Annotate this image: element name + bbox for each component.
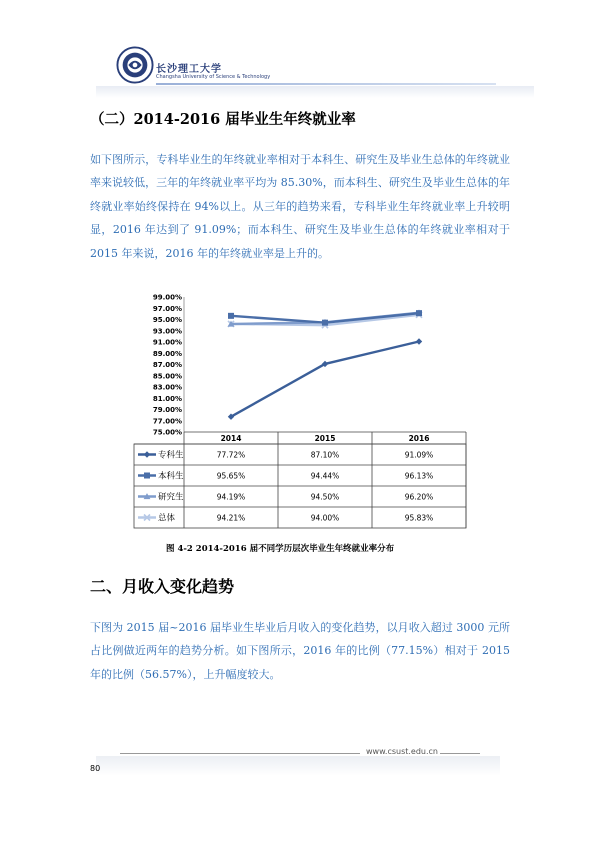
footer-rule-left <box>120 753 360 754</box>
x-category-label: 2015 <box>314 434 336 443</box>
data-label: 77.72% <box>216 450 246 460</box>
chapter-title: 二、月收入变化趋势 <box>90 577 235 596</box>
footer-rule-right <box>440 753 480 754</box>
header-rule <box>156 83 496 85</box>
section-paragraph: 如下图所示，专科毕业生的年终就业率相对于本科生、研究生及毕业生总体的年终就业率来说较低，三年的年终就业率平均为 85.30%，而本科生、研究生及毕业生总体的年终就业率始终保持在 94%以上。从三年的趋势来看，专科毕业生年终就业率上升较明显，2016 年达到了 91.09%；而本科生、研究生及毕业生总体的年终就业率相对于 2015 年来说，2016 年的年终就业率是上升的。 <box>90 153 510 260</box>
legend-label: 研究生 <box>158 492 184 503</box>
data-point <box>228 313 234 319</box>
footer-shade <box>96 756 500 776</box>
university-name-cn: 长沙理工大学 <box>156 64 222 75</box>
chart-caption: 图 4-2 2014-2016 届不同学历层次毕业生年终就业率分布 <box>166 544 395 554</box>
data-label: 95.65% <box>216 471 246 481</box>
y-tick-label: 81.00% <box>152 394 182 403</box>
y-tick-label: 97.00% <box>152 304 182 313</box>
chart-svg <box>126 292 470 532</box>
footer-url: www.csust.edu.cn <box>366 747 439 756</box>
data-label: 94.50% <box>310 492 340 502</box>
y-tick-label: 83.00% <box>152 383 182 392</box>
y-tick-label: 77.00% <box>152 417 182 426</box>
data-label: 94.19% <box>216 492 246 502</box>
y-tick-label: 93.00% <box>152 327 182 336</box>
data-label: 91.09% <box>404 450 434 460</box>
data-label: 96.20% <box>404 492 434 502</box>
page-header <box>96 44 534 104</box>
x-category-label: 2014 <box>220 434 242 443</box>
y-tick-label: 87.00% <box>152 361 182 370</box>
legend-marker <box>144 451 150 457</box>
data-point <box>416 338 422 344</box>
data-label: 95.83% <box>404 513 434 523</box>
x-category-label: 2016 <box>408 434 430 443</box>
series-line <box>231 341 419 416</box>
data-point <box>416 310 422 316</box>
y-tick-label: 95.00% <box>152 316 182 325</box>
data-point <box>322 320 328 326</box>
y-tick-label: 85.00% <box>152 372 182 381</box>
employment-rate-chart <box>126 292 470 532</box>
section-title: （二）2014-2016 届毕业生年终就业率 <box>90 111 356 128</box>
y-tick-label: 99.00% <box>152 293 182 302</box>
y-tick-label: 75.00% <box>152 428 182 437</box>
data-label: 94.44% <box>310 471 340 481</box>
legend-label: 本科生 <box>158 471 184 482</box>
page-number: 80 <box>90 764 101 773</box>
header-shade <box>96 86 534 98</box>
data-label: 87.10% <box>310 450 340 460</box>
university-name-en: Changsha University of Science & Technology <box>156 74 271 80</box>
data-label: 94.00% <box>310 513 340 523</box>
y-tick-label: 79.00% <box>152 406 182 415</box>
y-tick-label: 89.00% <box>152 349 182 358</box>
legend-marker <box>144 473 150 479</box>
legend-label: 总体 <box>158 513 176 524</box>
y-tick-label: 91.00% <box>152 338 182 347</box>
legend-label: 专科生 <box>158 450 184 461</box>
chapter-paragraph: 下图为 2015 届~2016 届毕业生毕业后月收入的变化趋势，以月收入超过 3000 元所占比例做近两年的趋势分析。如下图所示，2016 年的比例（77.15%）相对于 2015 年的比例（56.57%），上升幅度较大。 <box>90 621 510 681</box>
data-label: 96.13% <box>404 471 434 481</box>
university-logo <box>116 46 154 84</box>
data-label: 94.21% <box>216 513 246 523</box>
